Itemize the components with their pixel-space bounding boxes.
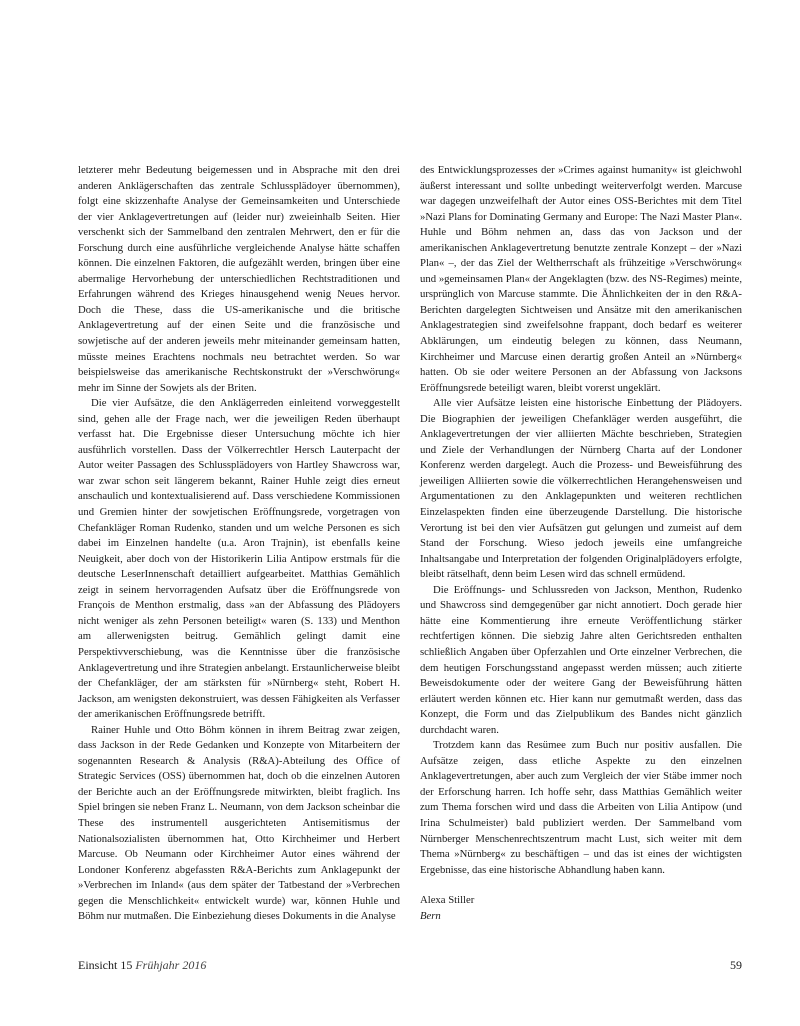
body-paragraph: Rainer Huhle und Otto Böhm können in ihrem Beitrag zwar zeigen, dass Jackson in der Rede Gedanken und Konzepte von Mitarbeitern der sogenannten Research & Analysis (R&A)-Abteilung des Office of Strategic Services (OSS) übernommen hat, doch ob die einzelnen Autoren der Berichte auch an der Eröffnungsrede mitwirkten, bleibt fraglich. Ins Spiel bringen sie neben Franz L. Neumann, von dem Jackson scheinbar die These des instrumentell ausgerichteten Antisemitismus der Nationalsozialisten übernommen hat, Otto Kirchheimer und Herbert Marcuse. Ob Neumann oder Kirchheimer Autor eines während der Londoner Konferenz abgefassten R&A-Berichts zum Anklagepunkt der »Verbrechen im Inland« (aus dem später der Tatbestand der »Verbrechen gegen die Menschlichkeit« entwickelt wurde) war, können Huhle und Böhm nur mutmaßen. Die Einbeziehung dieses Dokuments in die Analyse xyxy=(78,723,400,923)
body-paragraph: letzterer mehr Bedeutung beigemessen und in Absprache mit den drei anderen Anklägerschaften das zentrale Schlussplädoyer übernommen), folgt eine skizzenhafte Analyse der Gemeinsamkeiten und Unterschiede der vier Anklagevertretungen auf (leider nur) zweieinhalb Seiten. Hier verschenkt sich der Sammelband den zentralen Mehrwert, den er für die Forschung durch eine ausführliche vergleichende Analyse hätte schaffen können. Die einzelnen Faktoren, die aufgezählt werden, bringen über eine abermalige Hervorhebung der unterschiedlichen Rechtstraditionen und Erfahrungen während des Krieges hinausgehend wenig Neues hervor. Doch die These, dass die US-amerikanische und die britische Anklagevertretung auf der einen Seite und die französische und sowjetische auf der anderen jeweils mehr miteinander gemeinsam hatten, müsste meines Erachtens nochmals neu betrachtet werden. So war beispielsweise das amerikanische Rechtskonstrukt der »Verschwörung« mehr im Sinne der Sowjets als der Briten. xyxy=(78,164,400,394)
body-paragraph: Die Eröffnungs- und Schlussreden von Jackson, Menthon, Rudenko und Shawcross sind demgegenüber gar nicht annotiert. Doch gerade hier hätte eine Kommentierung ihre erneute Veröffentlichung stärker rechtfertigen können. Die siebzig Jahre alten Gerichtsreden enthalten schließlich Angaben über Opferzahlen und Orte einzelner Verbrechen, die dem heutigen Forschungsstand angepasst werden müssen; auch zitierte Beweisdokumente oder der weitere Gang der Beweisführung hätten erläutert werden können etc. Hier kann nur gemutmaßt werden, dass das Konzept, die Form und das Zielpublikum des Bandes nicht gänzlich durchdacht waren. xyxy=(420,583,742,736)
journal-info xyxy=(78,958,206,973)
left-column xyxy=(78,163,400,925)
page-number: 59 xyxy=(730,958,742,972)
body-paragraph: Alle vier Aufsätze leisten eine historische Einbettung der Plädoyers. Die Biographien der jeweiligen Chefankläger werden ausgeführt, die Anklagevertretungen der vier alliierten Mächte beschrieben, Strategien und Ziele der Verhandlungen der Nürnberg Charta auf der Londoner Konferenz werden dargelegt. Auch die Prozess- und Beweisführung des jeweiligen Alliierten sowie die völkerrechtlichen Herangehensweisen und Argumentationen zu den Anklagepunkten und weiteren rechtlichen Einzelaspekten finden eine überzeugende Darstellung. Die historische Verortung ist bei den vier Aufsätzen gut gelungen und zumeist auf dem Stand der Forschung. Wieso jedoch jeweils eine umfangreiche Inhaltsangabe und Interpretation der folgenden Originalplädoyers erfolgte, bleibt rätselhaft, denn beim Lesen wird das schnell ermüdend. xyxy=(420,397,742,581)
author-signature xyxy=(420,893,742,924)
journal-name: Einsicht 15 xyxy=(78,958,133,972)
body-paragraph: des Entwicklungsprozesses der »Crimes against humanity« ist gleichwohl äußerst interessant und sollte unbedingt weiterverfolgt werden. Marcuse war dagegen unzweifelhaft der Autor eines OSS-Berichtes mit dem Titel »Nazi Plans for Dominating Germany and Europe: The Nazi Master Plan«. Huhle und Böhm nehmen an, dass das von Jackson und der amerikanischen Anklagevertretung benutzte zentrale Konzept – der »Nazi Plan« –, der das Ziel der Weltherrschaft als frühzeitige »Verschwörung« und »gemeinsamen Plan« der Angeklagten (bzw. des NS-Regimes) meinte, ursprünglich von Marcuse stammte. Die Ähnlichkeiten der in den R&A-Berichten dargelegten Sichtweisen und Ansätze mit den amerikanischen Anklagestrategien sind zweifelsohne frappant, doch bedarf es weiterer Abklärungen, um eindeutig belegen zu können, dass Neumann, Kirchheimer und Marcuse einen derartig großen Anteil an »Nürnberg« hatten. Ob sie oder weitere Personen an der Abfassung von Jacksons Eröffnungsrede beteiligt waren, bleibt vorerst ungeklärt. xyxy=(420,164,742,394)
right-column xyxy=(420,163,742,924)
author-name: Alexa Stiller xyxy=(420,894,475,907)
body-paragraph: Die vier Aufsätze, die den Anklägerreden einleitend vorweggestellt sind, gehen alle der Frage nach, wer die jeweiligen Reden überhaupt verfasst hat. Die Ergebnisse dieser Untersuchung möchte ich hier ausführlich vorstellen. Dass der Völkerrechtler Hersch Lauterpacht der Autor weiter Passagen des Schlussplädoyers von Hartley Shawcross war, war zwar schon seit längerem bekannt, Rainer Huhle zeigt dies erneut anschaulich und kontextualisierend auf. Dass verschiedene Kommissionen und Gremien hinter der sowjetischen Eröffnungsrede, vorgetragen von Chefankläger Roman Rudenko, standen und um welche Personen es sich dabei im Einzelnen handelte (u.a. Aron Trajnin), ist ebenfalls keine Neuigkeit, aber doch von der Historikerin Lilia Antipow erstmals für die deutsche LeserInnenschaft detailliert aufgearbeitet. Matthias Gemählich zeigt in seinem hervorragenden Aufsatz über die Eröffnungsrede von François de Menthon erstmalig, dass »an der Abfassung des Plädoyers nicht weniger als zehn Personen beteiligt« waren (S. 133) und Menthon am allerwenigsten beitrug. Gemählich gelingt damit eine Perspektivverschiebung, was die Kenntnisse über die französische Anklagevertretung und ihre Strategien anbelangt. Erstaunlicherweise bleibt der Chefankläger, der am stärksten für »Nürnberg« steht, Robert H. Jackson, am wenigsten dekonstruiert, was dessen Fähigkeiten als Verfasser der amerikanischen Eröffnungsrede betrifft. xyxy=(78,397,400,721)
author-location: Bern xyxy=(420,909,441,922)
journal-issue: Frühjahr 2016 xyxy=(135,958,207,972)
body-paragraph: Trotzdem kann das Resümee zum Buch nur positiv ausfallen. Die Aufsätze zeigen, dass etliche Aspekte zu den einzelnen Anklagevertretungen, aber auch zum Vergleich der vier Stäbe immer noch der Erforschung harren. Ich hoffe sehr, dass Matthias Gemählich weiter zum Thema forschen wird und dass die Arbeiten von Lilia Antipow (und Irina Schulmeister) bald publiziert werden. Der Sammelband vom Nürnberger Menschenrechtszentrum macht Lust, sich weiter mit dem Thema »Nürnberg« zu beschäftigen – und das ist eines der wichtigsten Ergebnisse, das eine historische Abhandlung haben kann. xyxy=(420,739,742,876)
